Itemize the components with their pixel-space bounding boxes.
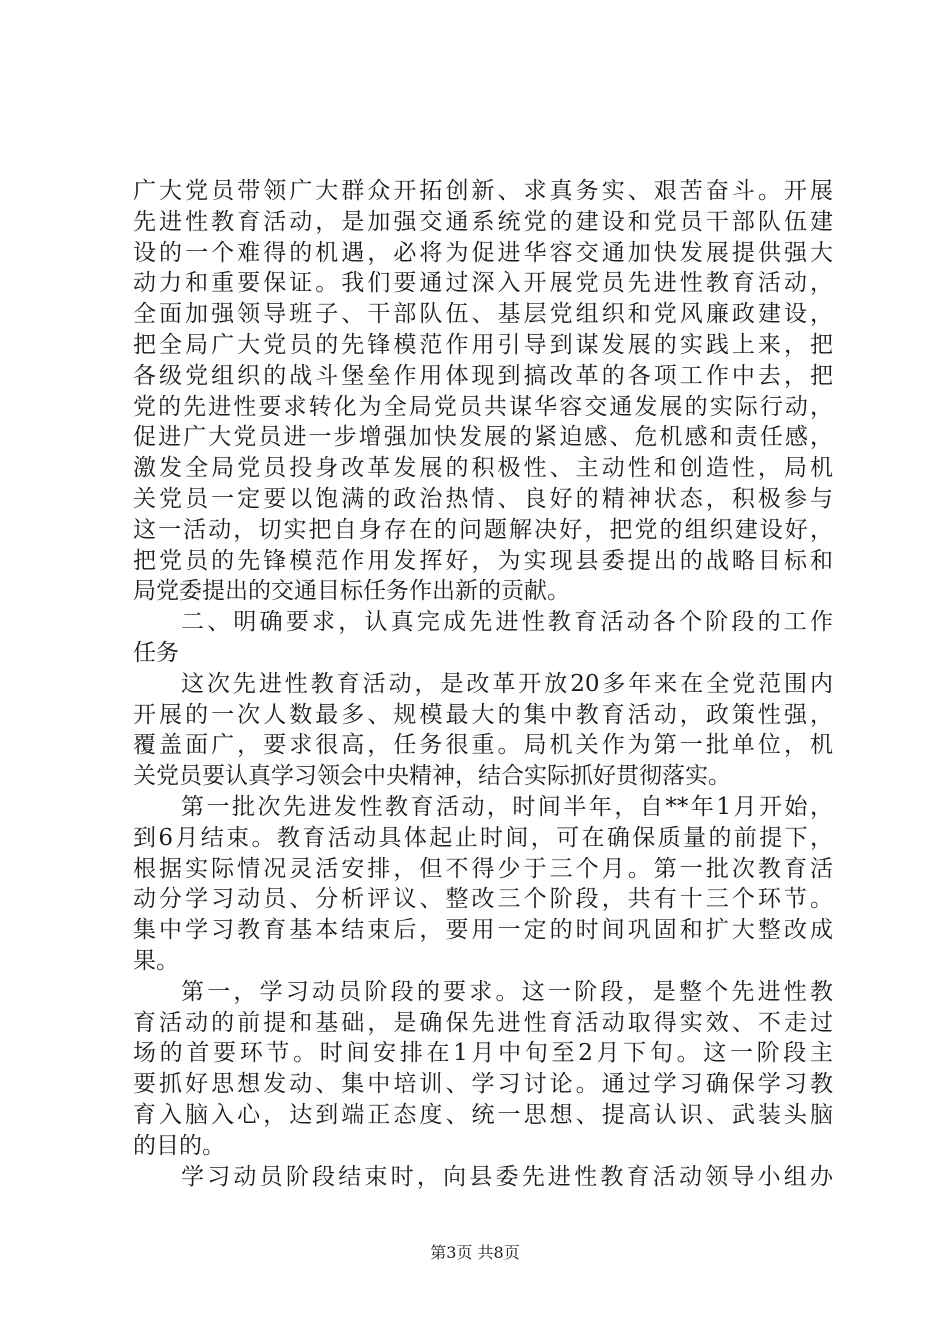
text-line: 要抓好思想发动、集中培训、学习讨论。通过学习确保学习教 [133,1071,833,1098]
text-line: 根据实际情况灵活安排，但不得少于三个月。第一批次教育活 [133,855,833,882]
text-line: 广大党员带领广大群众开拓创新、求真务实、艰苦奋斗。开展 [133,178,833,204]
section-heading-line: 任务 [133,639,179,666]
document-body [133,176,833,1192]
text-line: 这一活动，切实把自身存在的问题解决好，把党的组织建设好， [133,516,833,543]
text-line: 党的先进性要求转化为全局党员共谋华容交通发展的实际行动， [133,393,833,420]
text-line: 到6月结束。教育活动具体起止时间，可在确保质量的前提下， [133,824,833,851]
text-line: 育活动的前提和基础，是确保先进性育活动取得实效、不走过 [133,1009,833,1036]
text-line: 全面加强领导班子、干部队伍、基层党组织和党风廉政建设， [133,301,833,328]
text-line: 果。 [133,947,179,974]
text-line: 关党员要认真学习领会中央精神，结合实际抓好贯彻落实。 [133,763,731,790]
text-line: 场的首要环节。时间安排在1月中旬至2月下旬。这一阶段主 [133,1040,833,1067]
text-line: 开展的一次人数最多、规模最大的集中教育活动，政策性强， [133,701,833,728]
text-line: 关党员一定要以饱满的政治热情、良好的精神状态，积极参与 [133,485,833,512]
text-line: 覆盖面广，要求很高，任务很重。局机关作为第一批单位，机 [133,732,833,759]
text-line: 局党委提出的交通目标任务作出新的贡献。 [133,578,570,605]
text-line: 设的一个难得的机遇，必将为促进华容交通加快发展提供强大 [133,239,833,266]
text-line: 把全局广大党员的先锋模范作用引导到谋发展的实践上来，把 [133,331,833,358]
text-line: 先进性教育活动，是加强交通系统党的建设和党员干部队伍建 [133,208,833,235]
text-line: 育入脑入心，达到端正态度、统一思想、提高认识、武装头脑 [133,1101,833,1128]
text-line: 的目的。 [133,1132,225,1159]
text-line: 把党员的先锋模范作用发挥好，为实现县委提出的战略目标和 [133,547,833,574]
page-number-footer: 第3页 共8页 [430,1243,520,1262]
text-line: 这次先进性教育活动，是改革开放20多年来在全党范围内 [181,670,833,697]
text-line: 第一，学习动员阶段的要求。这一阶段，是整个先进性教 [181,978,833,1005]
text-line: 学习动员阶段结束时，向县委先进性教育活动领导小组办 [181,1163,833,1190]
text-line: 促进广大党员进一步增强加快发展的紧迫感、危机感和责任感， [133,424,833,451]
text-line: 第一批次先进发性教育活动，时间半年，自**年1月开始， [181,793,833,820]
text-line: 动力和重要保证。我们要通过深入开展党员先进性教育活动， [133,270,833,297]
text-line: 各级党组织的战斗堡垒作用体现到搞改革的各项工作中去，把 [133,362,833,389]
section-heading-line: 二、明确要求，认真完成先进性教育活动各个阶段的工作 [181,609,833,636]
text-line: 动分学习动员、分析评议、整改三个阶段，共有十三个环节。 [133,886,833,913]
text-line: 集中学习教育基本结束后，要用一定的时间巩固和扩大整改成 [133,917,833,944]
text-line: 激发全局党员投身改革发展的积极性、主动性和创造性，局机 [133,455,833,482]
